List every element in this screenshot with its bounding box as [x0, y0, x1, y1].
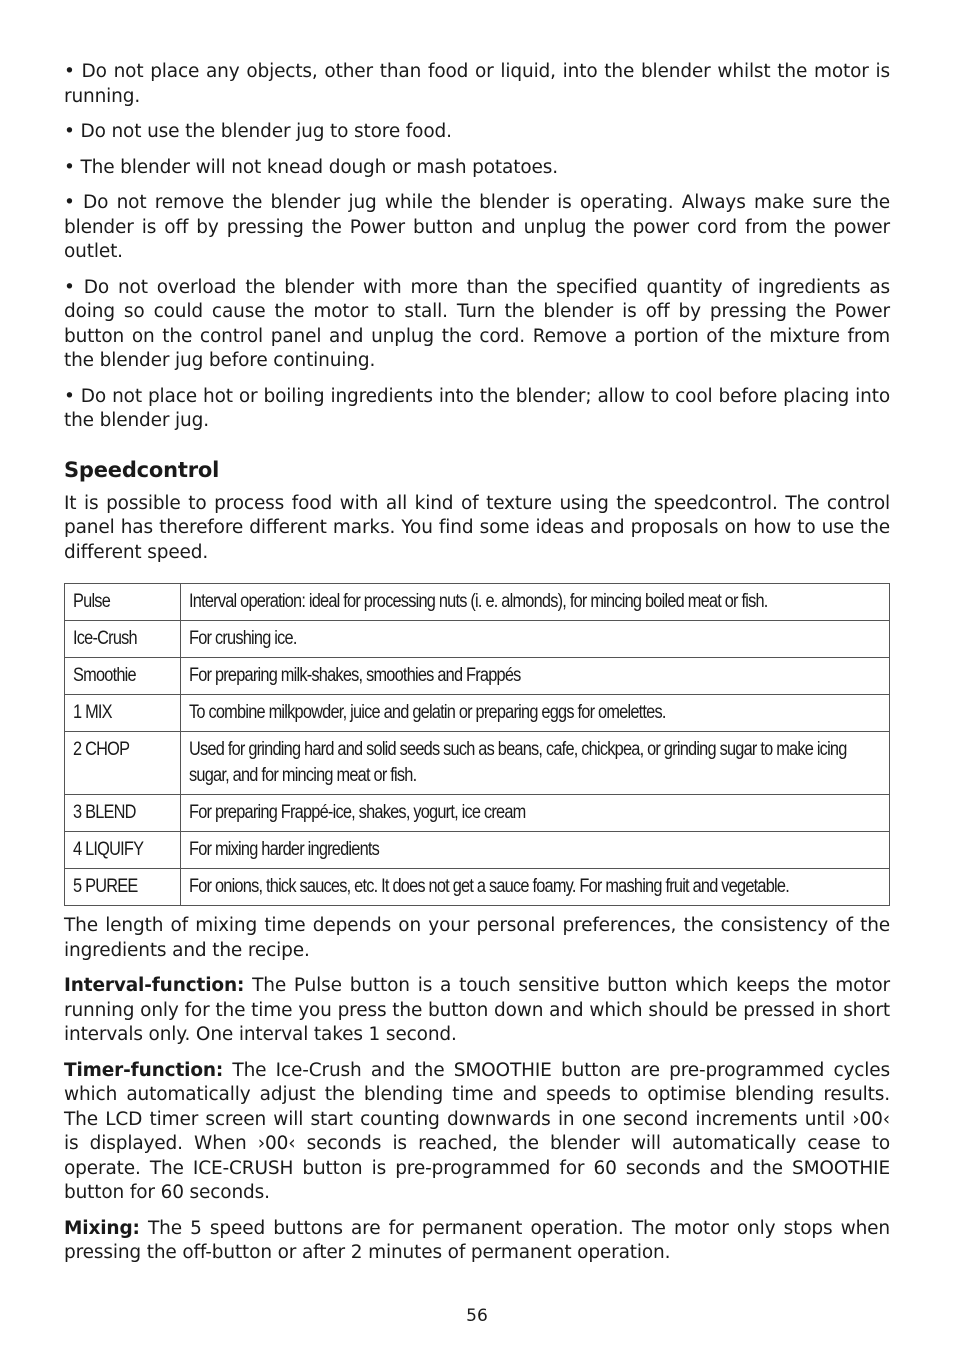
speed-name: Smoothie — [73, 665, 136, 686]
speed-description: Interval operation: ideal for processing nuts (i. e. almonds), for mincing boiled meat or fish. — [189, 591, 768, 612]
interval-function-text: The Pulse button is a touch sensitive button which keeps the motor running only for the time you press the button down and which should be pressed in short intervals only. One interval takes 1 second. — [64, 975, 890, 1045]
speed-name: 1 MIX — [73, 702, 112, 723]
table-row — [65, 584, 890, 621]
timer-function-text: The Ice-Crush and the SMOOTHIE button are pre-programmed cycles which automatically adjust the blending time and speeds to optimise blending results. The LCD timer screen will start counting downwards in one second increments until ›00‹ is displayed. When ›00‹ seconds is reached, the blender will automatically cease to operate. The ICE-CRUSH button is pre-programmed for 60 seconds and the SMOOTHIE button for 60 seconds. — [64, 1059, 890, 1203]
speed-description: For mixing harder ingredients — [189, 839, 380, 860]
speed-description: For crushing ice. — [189, 628, 297, 649]
bullet-hot-ingredients: • Do not place hot or boiling ingredients into the blender; allow to cool before placing into the blender jug. — [64, 385, 890, 431]
speed-name: 3 BLEND — [73, 802, 136, 823]
speed-description: For preparing Frappé-ice, shakes, yogurt, ice cream — [189, 802, 526, 823]
table-row — [65, 695, 890, 732]
speed-description: To combine milkpowder, juice and gelatin or preparing eggs for omelettes. — [189, 702, 666, 723]
mixing-text: The 5 speed buttons are for permanent operation. The motor only stops when pressing the off-button or after 2 minutes of permanent operation. — [64, 1217, 890, 1263]
speed-name: Ice-Crush — [73, 628, 137, 649]
bullet-objects: • Do not place any objects, other than food or liquid, into the blender whilst the motor is running. — [64, 61, 890, 107]
page-content — [64, 60, 890, 1277]
bullet-knead: • The blender will not knead dough or mash potatoes. — [64, 156, 558, 178]
mixing-label: Mixing: — [64, 1217, 140, 1239]
bullet-remove-jug: • Do not remove the blender jug while the blender is operating. Always make sure the blender is off by pressing the Power button and unplug the power cord from the power outlet. — [64, 192, 890, 262]
bullet-overload: • Do not overload the blender with more than the specified quantity of ingredients as doing so could cause the motor to stall. Turn the blender is off by pressing the Power button on the control panel and unplug the cord. Remove a portion of the mixture from the blender jug before continuing. — [64, 276, 890, 371]
bullet-store-food: • Do not use the blender jug to store food. — [64, 121, 452, 142]
speed-description: For onions, thick sauces, etc. It does not get a sauce foamy. For mashing fruit and vegetable. — [189, 876, 789, 897]
table-row — [65, 658, 890, 695]
intro-paragraph: It is possible to process food with all kind of texture using the speedcontrol. The control panel has therefore different marks. You find some ideas and proposals on how to use the different speed. — [64, 492, 890, 563]
speed-name: 4 LIQUIFY — [73, 839, 144, 860]
mixing-paragraph — [64, 1217, 890, 1266]
speed-name: Pulse — [73, 591, 111, 612]
timer-function-paragraph — [64, 1059, 890, 1206]
table-row — [65, 869, 890, 906]
interval-function-label: Interval-function: — [64, 975, 245, 996]
section-title: Speedcontrol — [64, 457, 220, 482]
speed-table — [64, 583, 890, 906]
table-row — [65, 832, 890, 869]
table-row — [65, 621, 890, 658]
speed-description: Used for grinding hard and solid seeds such as beans, cafe, chickpea, or grinding sugar to make icing sugar, and for mincing meat or fish. — [189, 739, 847, 786]
speed-name: 2 CHOP — [73, 739, 130, 760]
timer-function-label: Timer-function: — [64, 1059, 224, 1081]
table-row — [65, 732, 890, 795]
table-row — [65, 795, 890, 832]
speed-name: 5 PUREE — [73, 876, 138, 897]
page-number: 56 — [466, 1306, 488, 1326]
mixing-time-paragraph: The length of mixing time depends on your personal preferences, the consistency of the ingredients and the recipe. — [64, 915, 890, 961]
speed-description: For preparing milk-shakes, smoothies and Frappés — [189, 665, 521, 686]
interval-function-paragraph — [64, 974, 890, 1048]
